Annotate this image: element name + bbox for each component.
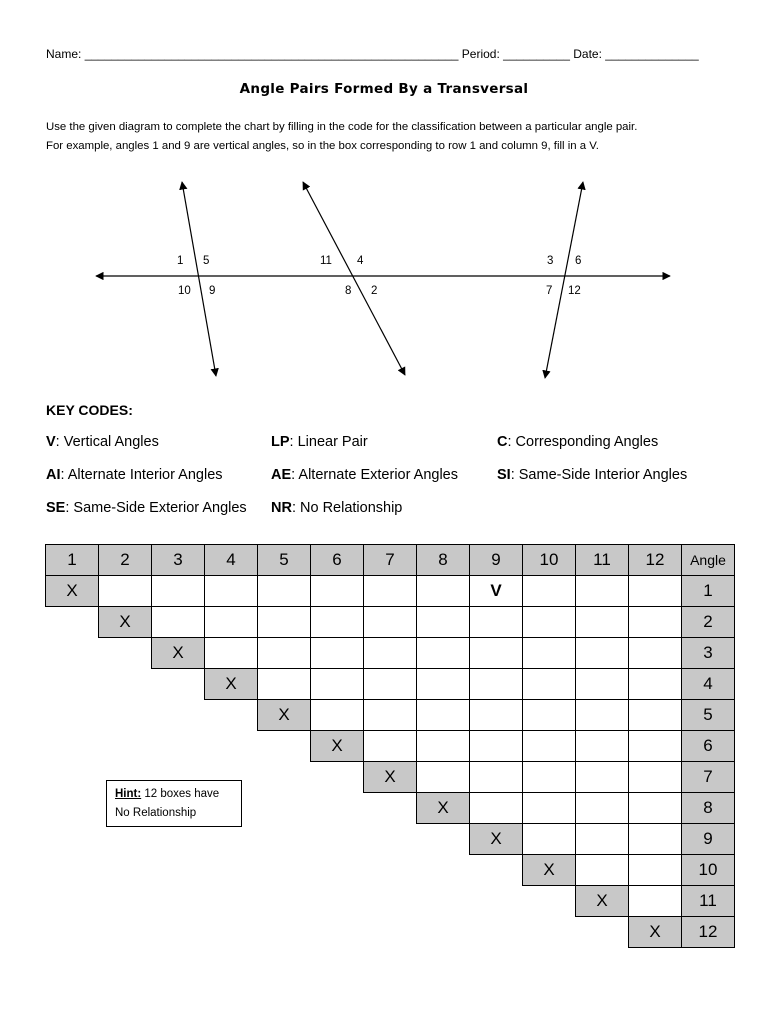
answer-cell[interactable] (629, 824, 682, 855)
column-header-12: 12 (629, 545, 682, 576)
empty-cell (46, 855, 99, 886)
diagonal-cell: X (576, 886, 629, 917)
empty-cell (46, 731, 99, 762)
hint-text-1: 12 boxes have (141, 788, 220, 800)
answer-cell[interactable] (205, 607, 258, 638)
answer-cell[interactable] (576, 669, 629, 700)
answer-cell[interactable] (417, 638, 470, 669)
column-header-5: 5 (258, 545, 311, 576)
date-field[interactable]: ______________ (605, 47, 699, 61)
transversal-diagram (0, 170, 768, 390)
empty-cell (364, 824, 417, 855)
diagonal-cell: X (523, 855, 576, 886)
answer-cell[interactable] (364, 700, 417, 731)
hint-label: Hint: (115, 788, 142, 800)
empty-cell (258, 824, 311, 855)
empty-cell (364, 917, 417, 948)
empty-cell (205, 886, 258, 917)
empty-cell (46, 762, 99, 793)
answer-cell[interactable] (364, 576, 417, 607)
angle-label-8: 8 (345, 285, 352, 297)
empty-cell (205, 917, 258, 948)
empty-cell (364, 886, 417, 917)
answer-cell[interactable] (152, 607, 205, 638)
empty-cell (205, 824, 258, 855)
angle-label-1: 1 (177, 255, 184, 267)
chart-header-row (46, 545, 735, 576)
angle-label-4: 4 (357, 255, 364, 267)
answer-cell[interactable] (205, 576, 258, 607)
angle-label-11: 11 (320, 255, 332, 267)
empty-cell (152, 700, 205, 731)
empty-cell (417, 855, 470, 886)
instructions-line-1: Use the given diagram to complete the chart by filling in the code for the classification between a particular angle pair. (46, 121, 638, 133)
empty-cell (46, 638, 99, 669)
empty-cell (470, 886, 523, 917)
answer-cell[interactable] (417, 762, 470, 793)
answer-cell[interactable] (576, 576, 629, 607)
answer-cell[interactable] (470, 731, 523, 762)
diagonal-cell: X (629, 917, 682, 948)
angle-label-9: 9 (209, 285, 216, 297)
answer-cell[interactable] (629, 638, 682, 669)
key-code-ae: AE: Alternate Exterior Angles (271, 467, 458, 483)
answer-cell[interactable] (311, 638, 364, 669)
diagonal-cell: X (99, 607, 152, 638)
transversal-left (182, 182, 216, 376)
angle-pair-chart (45, 544, 735, 948)
answer-cell[interactable] (364, 669, 417, 700)
row-label-3: 3 (682, 638, 735, 669)
worksheet-title: Angle Pairs Formed By a Transversal (239, 81, 529, 97)
empty-cell (311, 917, 364, 948)
answer-cell[interactable] (470, 638, 523, 669)
empty-cell (99, 855, 152, 886)
table-row (46, 576, 735, 607)
column-header-4: 4 (205, 545, 258, 576)
row-label-6: 6 (682, 731, 735, 762)
row-label-1: 1 (682, 576, 735, 607)
answer-cell[interactable] (417, 607, 470, 638)
diagonal-cell: X (311, 731, 364, 762)
angle-label-6: 6 (575, 255, 582, 267)
period-label: Period: (461, 47, 500, 61)
diagonal-cell: X (470, 824, 523, 855)
answer-cell[interactable] (364, 731, 417, 762)
answer-cell[interactable] (523, 762, 576, 793)
key-code-c: C: Corresponding Angles (497, 434, 659, 450)
angle-label-12: 12 (568, 285, 581, 297)
angle-label-5: 5 (203, 255, 210, 267)
row-label-12: 12 (682, 917, 735, 948)
table-row (46, 669, 735, 700)
answer-cell[interactable] (311, 669, 364, 700)
column-header-9: 9 (470, 545, 523, 576)
answer-cell[interactable] (417, 731, 470, 762)
angle-header: Angle (682, 545, 735, 576)
answer-cell[interactable] (629, 886, 682, 917)
empty-cell (99, 731, 152, 762)
empty-cell (99, 638, 152, 669)
answer-cell[interactable] (470, 700, 523, 731)
answer-cell[interactable] (629, 607, 682, 638)
empty-cell (205, 731, 258, 762)
table-row (46, 855, 735, 886)
diagonal-cell: X (46, 576, 99, 607)
empty-cell (258, 731, 311, 762)
angle-label-7: 7 (546, 285, 553, 297)
empty-cell (470, 917, 523, 948)
empty-cell (99, 917, 152, 948)
empty-cell (152, 917, 205, 948)
transversal-right (545, 182, 583, 378)
table-row (46, 607, 735, 638)
answer-cell[interactable] (576, 824, 629, 855)
empty-cell (205, 700, 258, 731)
header-fields (46, 47, 699, 61)
empty-cell (311, 762, 364, 793)
angle-label-2: 2 (371, 285, 378, 297)
hint-box (106, 780, 242, 827)
answer-cell[interactable] (576, 700, 629, 731)
answer-cell[interactable] (629, 700, 682, 731)
instructions (46, 118, 746, 156)
empty-cell (152, 855, 205, 886)
answer-cell[interactable] (364, 607, 417, 638)
answer-cell[interactable] (629, 762, 682, 793)
answer-cell[interactable] (523, 793, 576, 824)
empty-cell (258, 762, 311, 793)
key-code-si: SI: Same-Side Interior Angles (497, 467, 688, 483)
answer-cell[interactable] (576, 793, 629, 824)
empty-cell (258, 917, 311, 948)
answer-cell[interactable] (523, 700, 576, 731)
answer-cell[interactable] (576, 855, 629, 886)
answer-cell[interactable] (523, 669, 576, 700)
answer-cell[interactable] (258, 638, 311, 669)
key-code-ai: AI: Alternate Interior Angles (46, 467, 223, 483)
answer-cell[interactable] (523, 731, 576, 762)
column-header-6: 6 (311, 545, 364, 576)
row-label-8: 8 (682, 793, 735, 824)
empty-cell (46, 824, 99, 855)
empty-cell (46, 607, 99, 638)
answer-cell[interactable] (576, 731, 629, 762)
answer-cell[interactable] (523, 607, 576, 638)
answer-cell[interactable] (258, 576, 311, 607)
answer-cell[interactable] (417, 576, 470, 607)
answer-cell[interactable] (470, 607, 523, 638)
column-header-3: 3 (152, 545, 205, 576)
angle-label-3: 3 (547, 255, 554, 267)
empty-cell (258, 886, 311, 917)
column-header-1: 1 (46, 545, 99, 576)
name-field[interactable]: ________________________________________________________ (84, 47, 459, 61)
empty-cell (99, 700, 152, 731)
answer-cell[interactable] (470, 669, 523, 700)
empty-cell (364, 855, 417, 886)
answer-cell[interactable] (205, 638, 258, 669)
table-row (46, 824, 735, 855)
transversal-middle (303, 182, 405, 375)
empty-cell (46, 700, 99, 731)
empty-cell (152, 824, 205, 855)
answer-cell[interactable] (99, 576, 152, 607)
answer-cell[interactable] (576, 607, 629, 638)
table-row (46, 638, 735, 669)
empty-cell (417, 824, 470, 855)
answer-cell[interactable] (629, 855, 682, 886)
column-header-8: 8 (417, 545, 470, 576)
key-codes-title: KEY CODES: (46, 402, 133, 418)
period-field[interactable]: __________ (503, 47, 570, 61)
empty-cell (258, 793, 311, 824)
diagonal-cell: X (152, 638, 205, 669)
answer-cell[interactable] (629, 731, 682, 762)
key-code-v: V: Vertical Angles (46, 434, 159, 450)
instructions-line-2: For example, angles 1 and 9 are vertical angles, so in the box corresponding to row 1 and column 9, fill in a V. (46, 140, 599, 152)
answer-cell[interactable] (629, 793, 682, 824)
diagonal-cell: X (205, 669, 258, 700)
empty-cell (46, 886, 99, 917)
answer-cell[interactable] (152, 576, 205, 607)
answer-cell[interactable] (629, 576, 682, 607)
row-label-2: 2 (682, 607, 735, 638)
answer-cell[interactable] (417, 700, 470, 731)
empty-cell (311, 886, 364, 917)
name-label: Name: (46, 47, 82, 61)
row-label-7: 7 (682, 762, 735, 793)
key-code-nr: NR: No Relationship (271, 500, 403, 516)
empty-cell (99, 669, 152, 700)
row-label-10: 10 (682, 855, 735, 886)
empty-cell (523, 917, 576, 948)
empty-cell (311, 793, 364, 824)
diagonal-cell: X (364, 762, 417, 793)
key-code-lp: LP: Linear Pair (271, 434, 368, 450)
table-row (46, 917, 735, 948)
answer-cell[interactable] (523, 824, 576, 855)
empty-cell (46, 917, 99, 948)
empty-cell (152, 731, 205, 762)
answer-cell[interactable] (311, 700, 364, 731)
answer-cell[interactable] (523, 576, 576, 607)
row-label-9: 9 (682, 824, 735, 855)
answer-cell[interactable] (311, 607, 364, 638)
answer-cell[interactable] (417, 669, 470, 700)
answer-cell[interactable] (576, 762, 629, 793)
empty-cell (417, 886, 470, 917)
answer-cell[interactable]: V (470, 576, 523, 607)
table-row (46, 886, 735, 917)
answer-cell[interactable] (258, 607, 311, 638)
empty-cell (470, 855, 523, 886)
key-code-se: SE: Same-Side Exterior Angles (46, 500, 247, 516)
date-label: Date: (573, 47, 602, 61)
column-header-2: 2 (99, 545, 152, 576)
hint-text-2: No Relationship (115, 807, 197, 819)
empty-cell (99, 824, 152, 855)
angle-label-10: 10 (178, 285, 191, 297)
row-label-5: 5 (682, 700, 735, 731)
table-row (46, 700, 735, 731)
empty-cell (417, 917, 470, 948)
row-label-11: 11 (682, 886, 735, 917)
column-header-10: 10 (523, 545, 576, 576)
empty-cell (311, 855, 364, 886)
answer-cell[interactable] (470, 762, 523, 793)
diagonal-cell: X (258, 700, 311, 731)
empty-cell (364, 793, 417, 824)
empty-cell (576, 917, 629, 948)
empty-cell (152, 669, 205, 700)
answer-cell[interactable] (470, 793, 523, 824)
diagonal-cell: X (417, 793, 470, 824)
answer-cell[interactable] (576, 638, 629, 669)
column-header-7: 7 (364, 545, 417, 576)
empty-cell (311, 824, 364, 855)
answer-cell[interactable] (311, 576, 364, 607)
empty-cell (46, 669, 99, 700)
answer-cell[interactable] (258, 669, 311, 700)
answer-cell[interactable] (629, 669, 682, 700)
table-row (46, 731, 735, 762)
column-header-11: 11 (576, 545, 629, 576)
empty-cell (152, 886, 205, 917)
empty-cell (258, 855, 311, 886)
answer-cell[interactable] (523, 638, 576, 669)
empty-cell (205, 855, 258, 886)
row-label-4: 4 (682, 669, 735, 700)
answer-cell[interactable] (364, 638, 417, 669)
empty-cell (99, 886, 152, 917)
empty-cell (46, 793, 99, 824)
empty-cell (523, 886, 576, 917)
